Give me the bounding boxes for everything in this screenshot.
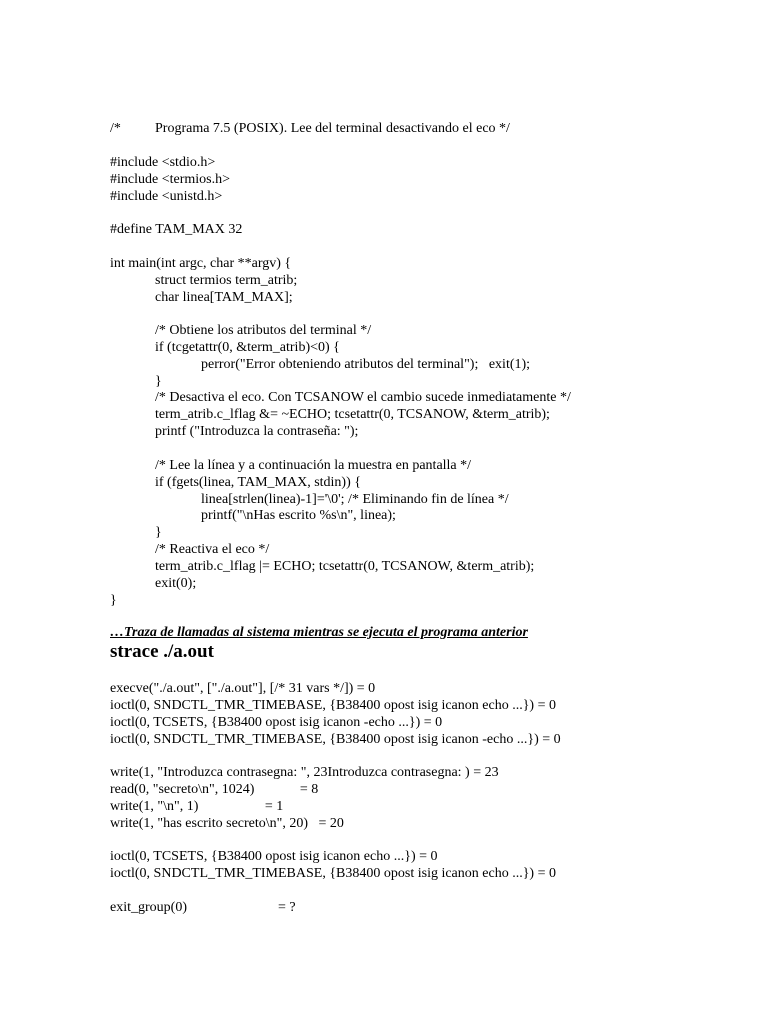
- trace-heading: …Traza de llamadas al sistema mientras se ejecuta el programa anterior: [110, 625, 528, 640]
- code-comment-get-attrs: /* Obtiene los atributos del terminal */: [155, 323, 372, 338]
- code-comment-read-line: /* Lee la línea y a continuación la muestra en pantalla */: [155, 458, 472, 473]
- trace-call-write-result: write(1, "has escrito secreto\n", 20) = 20: [110, 816, 344, 831]
- trace-call-read: read(0, "secreto\n", 1024) = 8: [110, 782, 319, 797]
- code-close-brace-1: }: [155, 374, 162, 389]
- code-decl-termios: struct termios term_atrib;: [155, 273, 298, 288]
- code-if-tcgetattr: if (tcgetattr(0, &term_atrib)<0) {: [155, 340, 340, 355]
- trace-call-ioctl-5: ioctl(0, SNDCTL_TMR_TIMEBASE, {B38400 opost isig icanon echo ...}) = 0: [110, 866, 556, 881]
- code-lflag-on: term_atrib.c_lflag |= ECHO; tcsetattr(0, TCSANOW, &term_atrib);: [155, 559, 535, 574]
- code-comment-disable-echo: /* Desactiva el eco. Con TCSANOW el cambio sucede inmediatamente */: [155, 390, 571, 405]
- code-include-termios: #include <termios.h>: [110, 172, 230, 187]
- code-close-brace-2: }: [155, 525, 162, 540]
- code-if-fgets: if (fgets(linea, TAM_MAX, stdin)) {: [155, 475, 361, 490]
- code-main-signature: int main(int argc, char **argv) {: [110, 256, 292, 271]
- strace-command-title: strace ./a.out: [110, 641, 214, 662]
- trace-call-ioctl-2: ioctl(0, TCSETS, {B38400 opost isig icanon -echo ...}) = 0: [110, 715, 443, 730]
- code-close-main: }: [110, 593, 117, 608]
- code-include-unistd: #include <unistd.h>: [110, 189, 223, 204]
- code-exit-line: exit(0);: [155, 576, 197, 591]
- trace-call-write-newline: write(1, "\n", 1) = 1: [110, 799, 284, 814]
- code-define: #define TAM_MAX 32: [110, 222, 243, 237]
- code-strip-newline: linea[strlen(linea)-1]='\0'; /* Eliminando fin de línea */: [201, 492, 509, 507]
- code-printf-prompt: printf ("Introduzca la contraseña: ");: [155, 424, 359, 439]
- code-lflag-off: term_atrib.c_lflag &= ~ECHO; tcsetattr(0, TCSANOW, &term_atrib);: [155, 407, 550, 422]
- code-header-comment-text: Programa 7.5 (POSIX). Lee del terminal desactivando el eco */: [155, 121, 510, 136]
- code-header-comment-open: /*: [110, 121, 121, 136]
- code-printf-result: printf("\nHas escrito %s\n", linea);: [201, 508, 396, 523]
- trace-call-ioctl-3: ioctl(0, SNDCTL_TMR_TIMEBASE, {B38400 opost isig icanon -echo ...}) = 0: [110, 732, 561, 747]
- trace-call-ioctl-1: ioctl(0, SNDCTL_TMR_TIMEBASE, {B38400 opost isig icanon echo ...}) = 0: [110, 698, 556, 713]
- trace-call-write-prompt: write(1, "Introduzca contrasegna: ", 23Introduzca contrasegna: ) = 23: [110, 765, 499, 780]
- trace-call-exit-group: exit_group(0) = ?: [110, 900, 296, 915]
- code-include-stdio: #include <stdio.h>: [110, 155, 216, 170]
- trace-call-ioctl-4: ioctl(0, TCSETS, {B38400 opost isig icanon echo ...}) = 0: [110, 849, 438, 864]
- code-comment-reenable-echo: /* Reactiva el eco */: [155, 542, 270, 557]
- code-perror-line: perror("Error obteniendo atributos del terminal"); exit(1);: [201, 357, 531, 372]
- code-decl-linea: char linea[TAM_MAX];: [155, 290, 293, 305]
- trace-call-execve: execve("./a.out", ["./a.out"], [/* 31 vars */]) = 0: [110, 681, 376, 696]
